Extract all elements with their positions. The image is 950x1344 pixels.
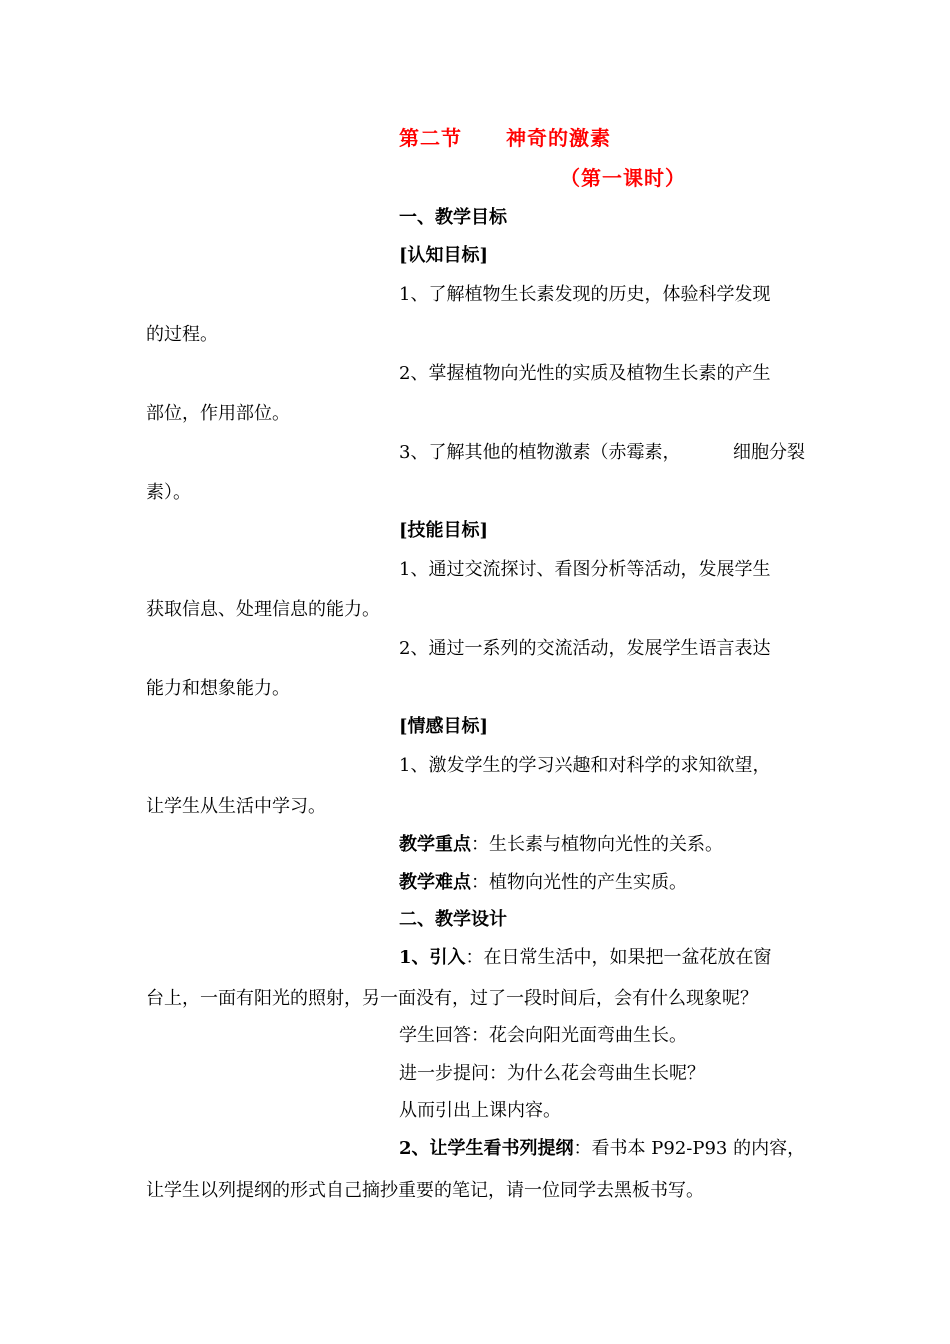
objectives-heading: 一、教学目标: [399, 207, 507, 228]
cognitive-heading: [认知目标]: [399, 245, 489, 266]
key-point: [399, 833, 723, 857]
skill-item-2-line-1: 2、通过一系列的交流活动，发展学生语言表达: [399, 638, 771, 659]
cognitive-item-1-line-2: 的过程。: [146, 324, 218, 345]
skill-item-1-line-2: 获取信息、处理信息的能力。: [146, 599, 380, 620]
emotion-item-1-line-2: 让学生从生活中学习。: [146, 796, 326, 817]
cognitive-item-3-part-b: 细胞分裂: [733, 442, 805, 463]
key-point-label: 教学重点: [399, 834, 471, 855]
difficulty-point: [399, 871, 687, 895]
key-point-text: ：生长素与植物向光性的关系。: [471, 834, 723, 855]
section-number: 第二节: [399, 126, 462, 150]
cognitive-item-2-line-2: 部位，作用部位。: [146, 403, 290, 424]
cognitive-item-1-line-1: 1、了解植物生长素发现的历史，体验科学发现: [399, 284, 771, 305]
student-answer: 学生回答：花会向阳光面弯曲生长。: [399, 1025, 687, 1046]
difficulty-text: ：植物向光性的产生实质。: [471, 872, 687, 893]
outline-line-2: 让学生以列提纲的形式自己摘抄重要的笔记，请一位同学去黑板书写。: [146, 1180, 704, 1201]
cognitive-item-3-part-a: 3、了解其他的植物激素（赤霉素，: [399, 442, 681, 463]
intro-label: 1、引入: [399, 947, 466, 968]
lesson-subtitle: （第一课时）: [560, 166, 686, 190]
cognitive-item-2-line-1: 2、掌握植物向光性的实质及植物生长素的产生: [399, 363, 771, 384]
cognitive-item-3-line-1: [399, 441, 805, 465]
emotion-item-1-line-1: 1、激发学生的学习兴趣和对科学的求知欲望，: [399, 755, 771, 776]
difficulty-label: 教学难点: [399, 872, 471, 893]
cognitive-item-3-line-2: 素）。: [146, 482, 191, 503]
outline-label: 2、让学生看书列提纲: [399, 1138, 574, 1159]
intro-text: ：在日常生活中，如果把一盆花放在窗: [465, 947, 772, 968]
design-heading: 二、教学设计: [399, 909, 507, 930]
intro-line-2: 台上，一面有阳光的照射，另一面没有，过了一段时间后，会有什么现象呢？: [146, 988, 758, 1009]
emotion-heading: [情感目标]: [399, 716, 489, 737]
skill-heading: [技能目标]: [399, 520, 489, 541]
outline-line-1: [399, 1137, 805, 1161]
skill-item-1-line-1: 1、通过交流探讨、看图分析等活动，发展学生: [399, 559, 771, 580]
lead-in: 从而引出上课内容。: [399, 1100, 561, 1121]
section-name: 神奇的激素: [506, 126, 611, 150]
followup-question: 进一步提问：为什么花会弯曲生长呢？: [399, 1063, 705, 1084]
outline-text: ：看书本 P92-P93 的内容，: [573, 1138, 806, 1159]
intro-line-1: [399, 946, 772, 970]
section-title: [399, 122, 611, 151]
skill-item-2-line-2: 能力和想象能力。: [146, 678, 290, 699]
